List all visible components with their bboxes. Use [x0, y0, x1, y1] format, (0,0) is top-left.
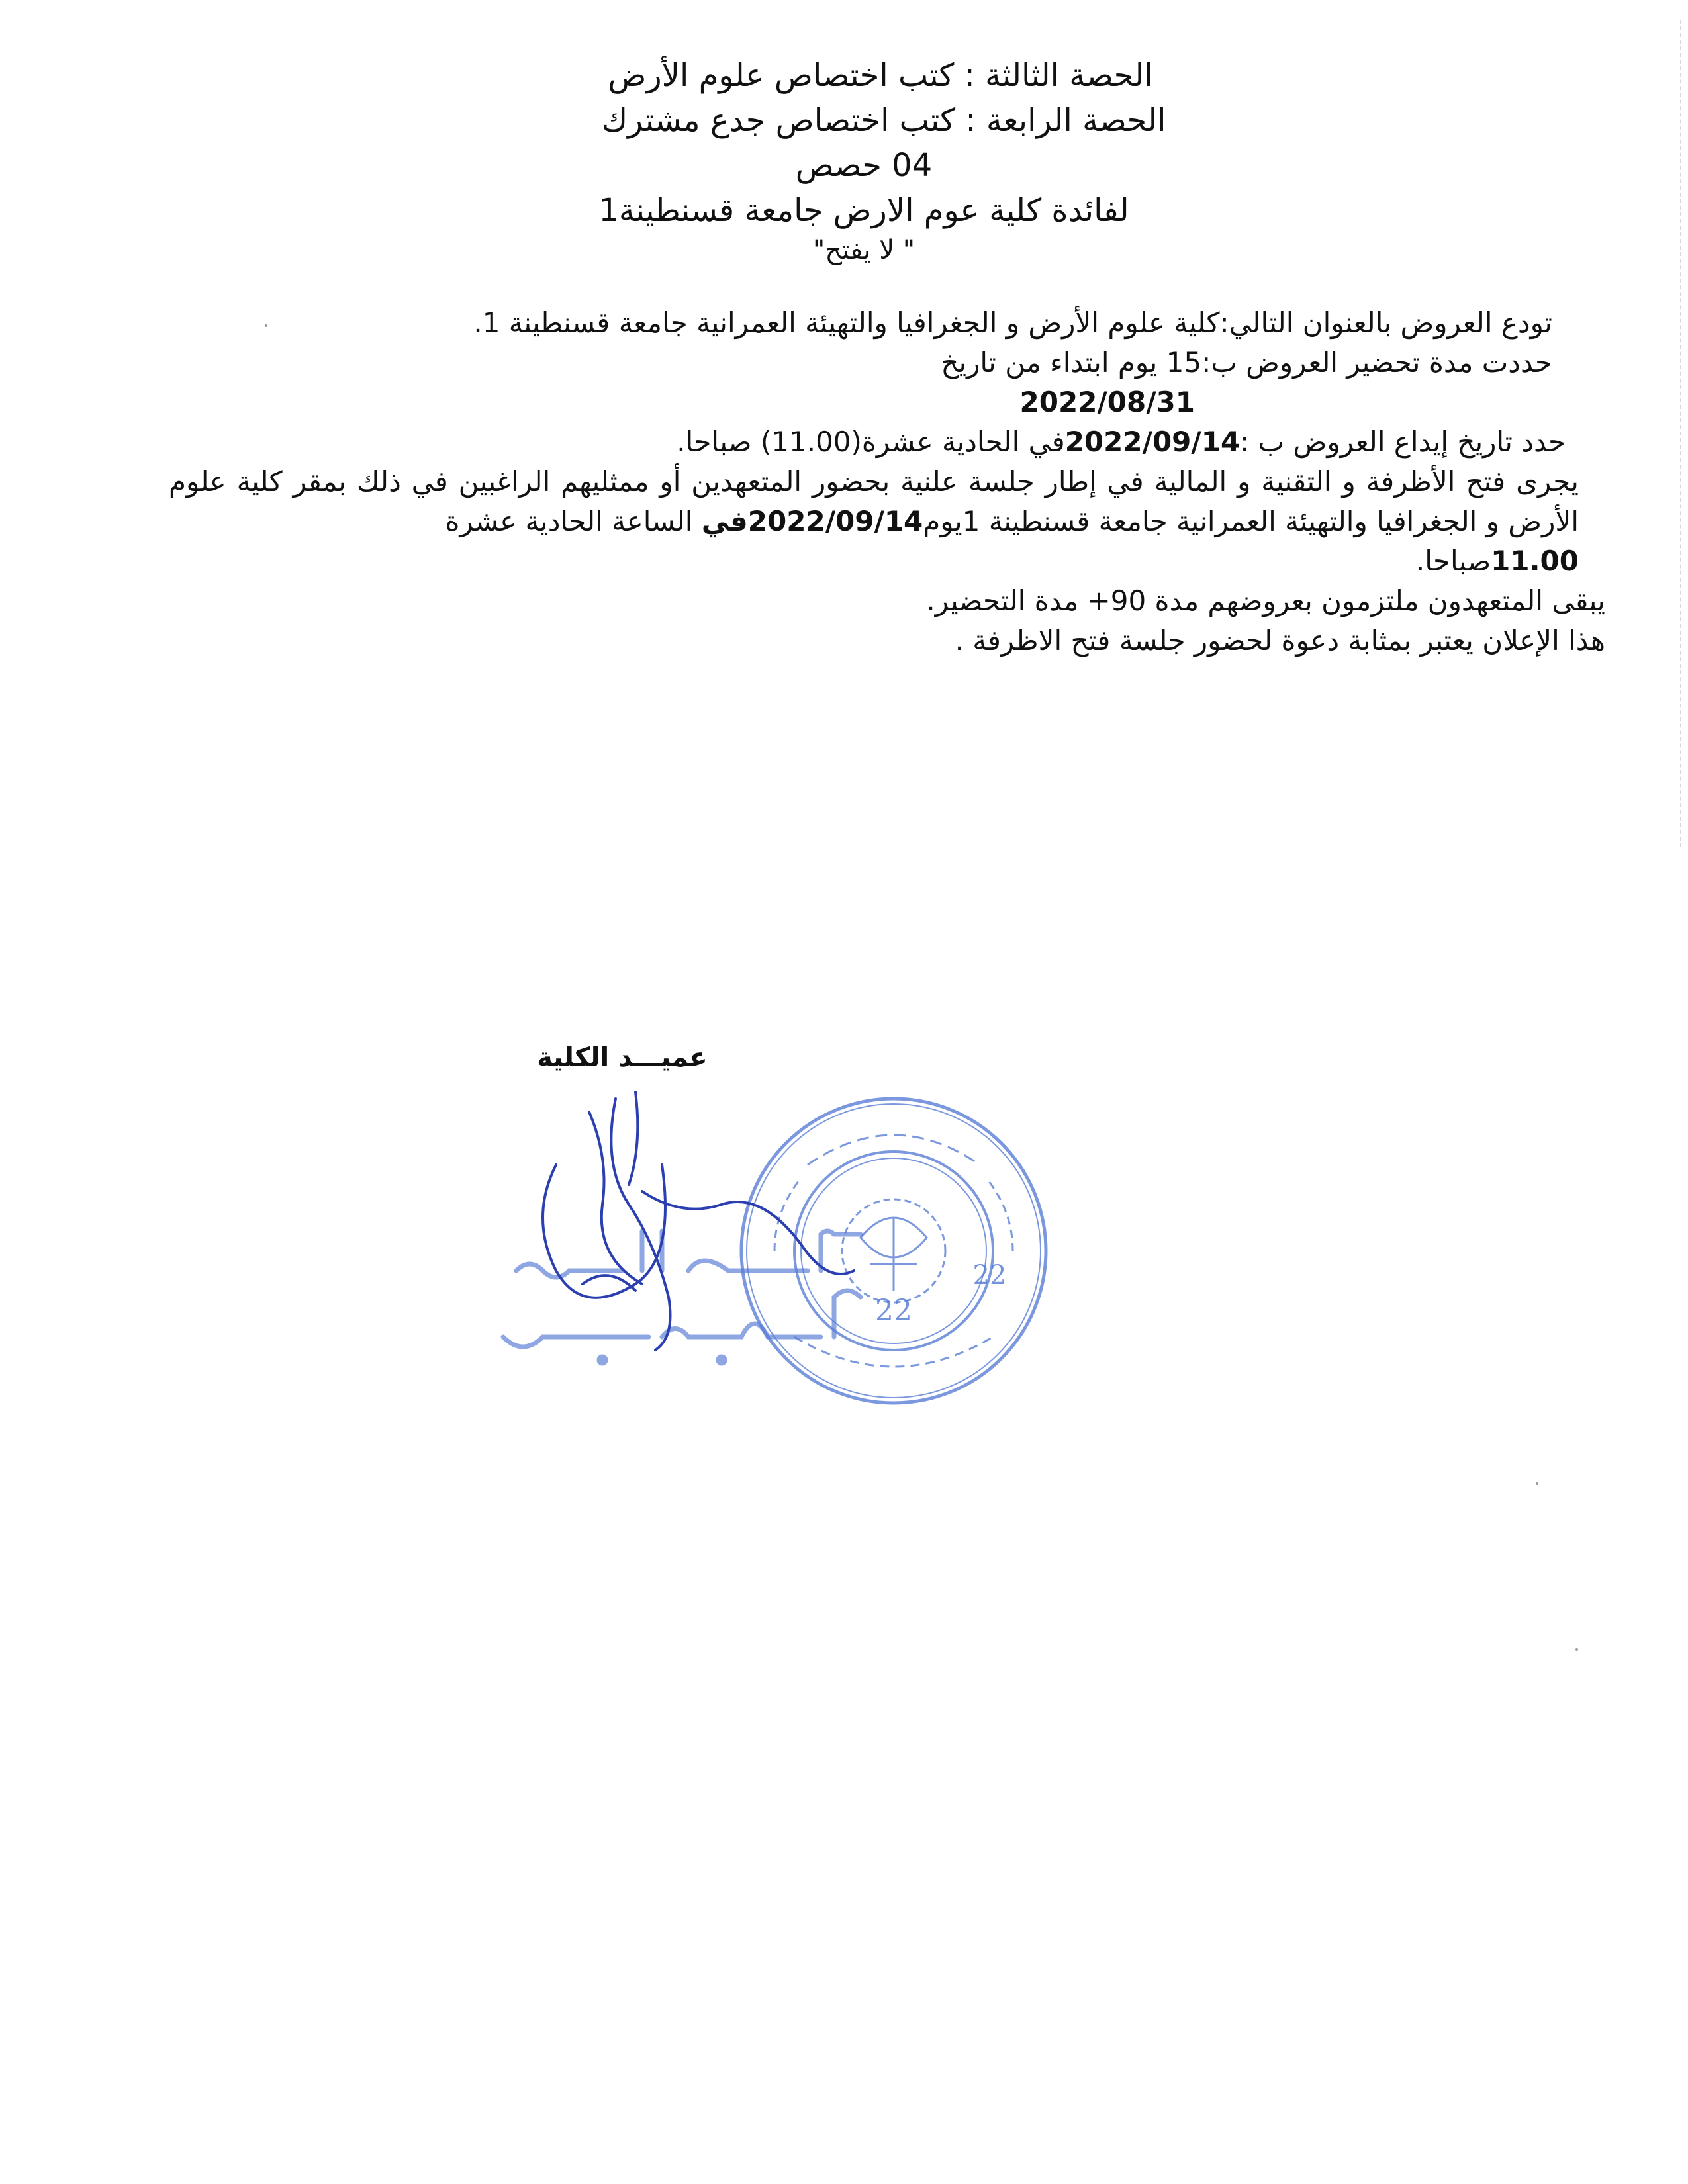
dean-title: عميـــد الكلية: [537, 1042, 708, 1073]
lot-4-title: الحصة الرابعة : كتب اختصاص جدع مشترك: [601, 102, 1166, 139]
do-not-open-notice: " لا يفتح": [812, 235, 915, 265]
opening-date: 2022/09/14في: [701, 505, 923, 537]
opening-end-text: صباحا.: [1415, 545, 1491, 577]
scan-speck: [1536, 1482, 1538, 1485]
lots-count: 04 حصص: [795, 147, 933, 184]
dean-handwritten-signature: [490, 1072, 914, 1430]
lot-3-title: الحصة الثالثة : كتب اختصاص علوم الأرض: [608, 57, 1153, 94]
svg-text:22: 22: [972, 1260, 1007, 1291]
deposit-date-suffix: في الحادية عشرة(11.00) صباحا.: [677, 426, 1065, 458]
deposit-date-value: 2022/09/14: [1064, 426, 1241, 458]
scan-speck: [265, 324, 267, 327]
scan-speck: [1575, 1648, 1578, 1651]
opening-time: 11.00: [1491, 545, 1579, 577]
deposit-address-paragraph: تودع العروض بالعنوان التالي:كلية علوم الأرض و الجغرافيا والتهيئة العمرانية جامعة قسنطينة 1.: [473, 306, 1552, 339]
preparation-period-paragraph: حددت مدة تحضير العروض ب:15 يوم ابتداء من تاريخ: [941, 346, 1552, 379]
preparation-start-date: 2022/08/31: [1019, 386, 1195, 418]
opening-session-paragraph: [169, 462, 1605, 581]
beneficiary-line: لفائدة كلية عوم الارض جامعة قسنطينة1: [598, 192, 1129, 229]
announcement-header: [0, 53, 1688, 267]
invitation-paragraph: هذا الإعلان يعتبر بمثابة دعوة لحضور جلسة فتح الاظرفة .: [955, 624, 1605, 657]
svg-text:22: 22: [875, 1294, 912, 1328]
announcement-body: [169, 303, 1605, 660]
deposit-date-prefix: حدد تاريخ إيداع العروض ب :: [1240, 426, 1566, 458]
deposit-date-paragraph: [169, 422, 1605, 462]
commitment-paragraph: يبقى المتعهدون ملتزمون بعروضهم مدة 90+ مدة التحضير.: [926, 584, 1605, 617]
opening-main-text: يجرى فتح الأظرفة و التقنية و المالية في إطار جلسة علنية بحضور المتعهدين أو ممثليهم الراغبين في ذلك بمقر كلية علوم الأرض و الجغرافيا والتهيئة العمرانية جامعة قسنطينة 1يوم: [169, 465, 1579, 537]
opening-after-text: الساعة الحادية عشرة: [445, 505, 702, 537]
